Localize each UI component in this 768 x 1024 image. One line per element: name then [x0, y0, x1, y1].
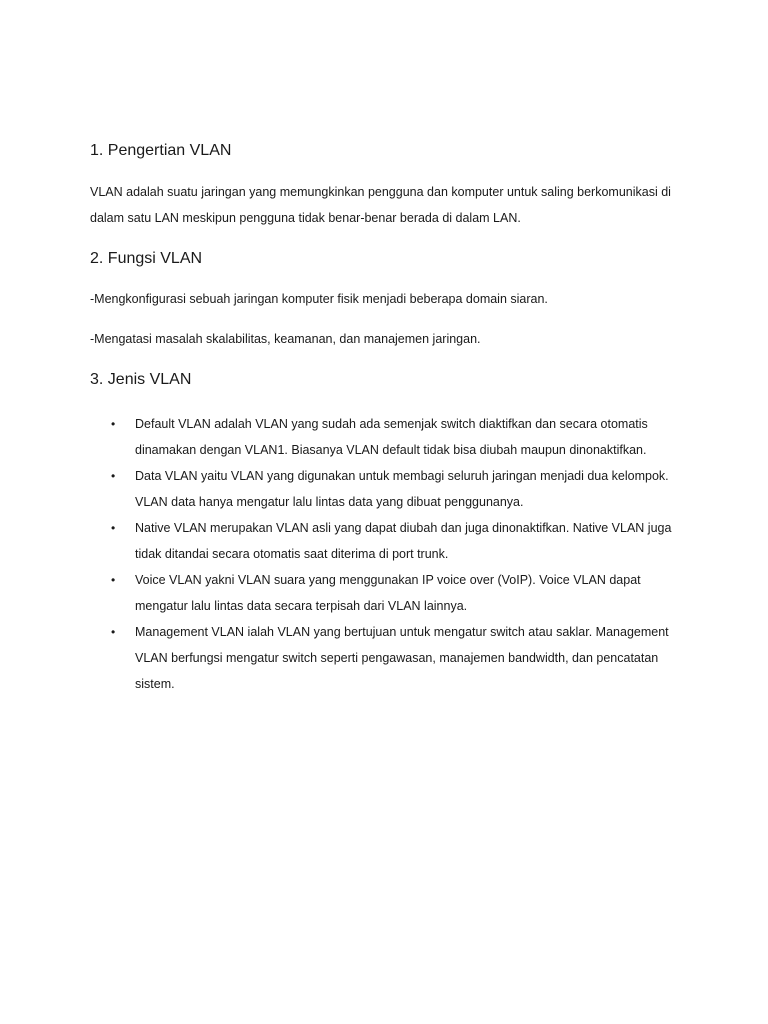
bullet-icon: • — [111, 573, 116, 587]
list-item — [111, 619, 685, 697]
list-item-text: Voice VLAN yakni VLAN suara yang menggunakan IP voice over (VoIP). Voice VLAN dapat mengatur lalu lintas data secara terpisah dari VLAN lainnya. — [135, 573, 641, 613]
heading-fungsi-vlan: 2. Fungsi VLAN — [90, 250, 203, 267]
document-body — [90, 139, 690, 697]
paragraph-fungsi-1: -Mengkonfigurasi sebuah jaringan komputer fisik menjadi beberapa domain siaran. — [90, 292, 548, 306]
list-item-text: Native VLAN merupakan VLAN asli yang dapat diubah dan juga dinonaktifkan. Native VLAN juga tidak ditandai secara otomatis saat diterima di port trunk. — [135, 521, 672, 561]
list-item-text: Management VLAN ialah VLAN yang bertujuan untuk mengatur switch atau saklar. Management VLAN berfungsi mengatur switch seperti pengawasan, manajemen bandwidth, dan pencatatan sistem. — [135, 625, 669, 691]
bullet-icon: • — [111, 521, 116, 535]
bullet-icon: • — [111, 469, 116, 483]
list-item — [111, 411, 685, 463]
paragraph-fungsi-2: -Mengatasi masalah skalabilitas, keamanan, dan manajemen jaringan. — [90, 332, 481, 346]
paragraph-pengertian: VLAN adalah suatu jaringan yang memungkinkan pengguna dan komputer untuk saling berkomunikasi di dalam satu LAN meskipun pengguna tidak benar-benar berada di dalam LAN. — [90, 185, 671, 225]
heading-pengertian-vlan: 1. Pengertian VLAN — [90, 142, 232, 159]
list-item-text: Data VLAN yaitu VLAN yang digunakan untuk membagi seluruh jaringan menjadi dua kelompok. VLAN data hanya mengatur lalu lintas data yang dibuat penggunanya. — [135, 469, 669, 509]
list-item — [111, 515, 685, 567]
heading-jenis-vlan: 3. Jenis VLAN — [90, 371, 192, 388]
bullet-icon: • — [111, 417, 116, 431]
jenis-vlan-list — [90, 411, 685, 697]
list-item — [111, 463, 685, 515]
list-item — [111, 567, 685, 619]
list-item-text: Default VLAN adalah VLAN yang sudah ada semenjak switch diaktifkan dan secara otomatis dinamakan dengan VLAN1. Biasanya VLAN default tidak bisa diubah maupun dinonaktifkan. — [135, 417, 648, 457]
bullet-icon: • — [111, 625, 116, 639]
